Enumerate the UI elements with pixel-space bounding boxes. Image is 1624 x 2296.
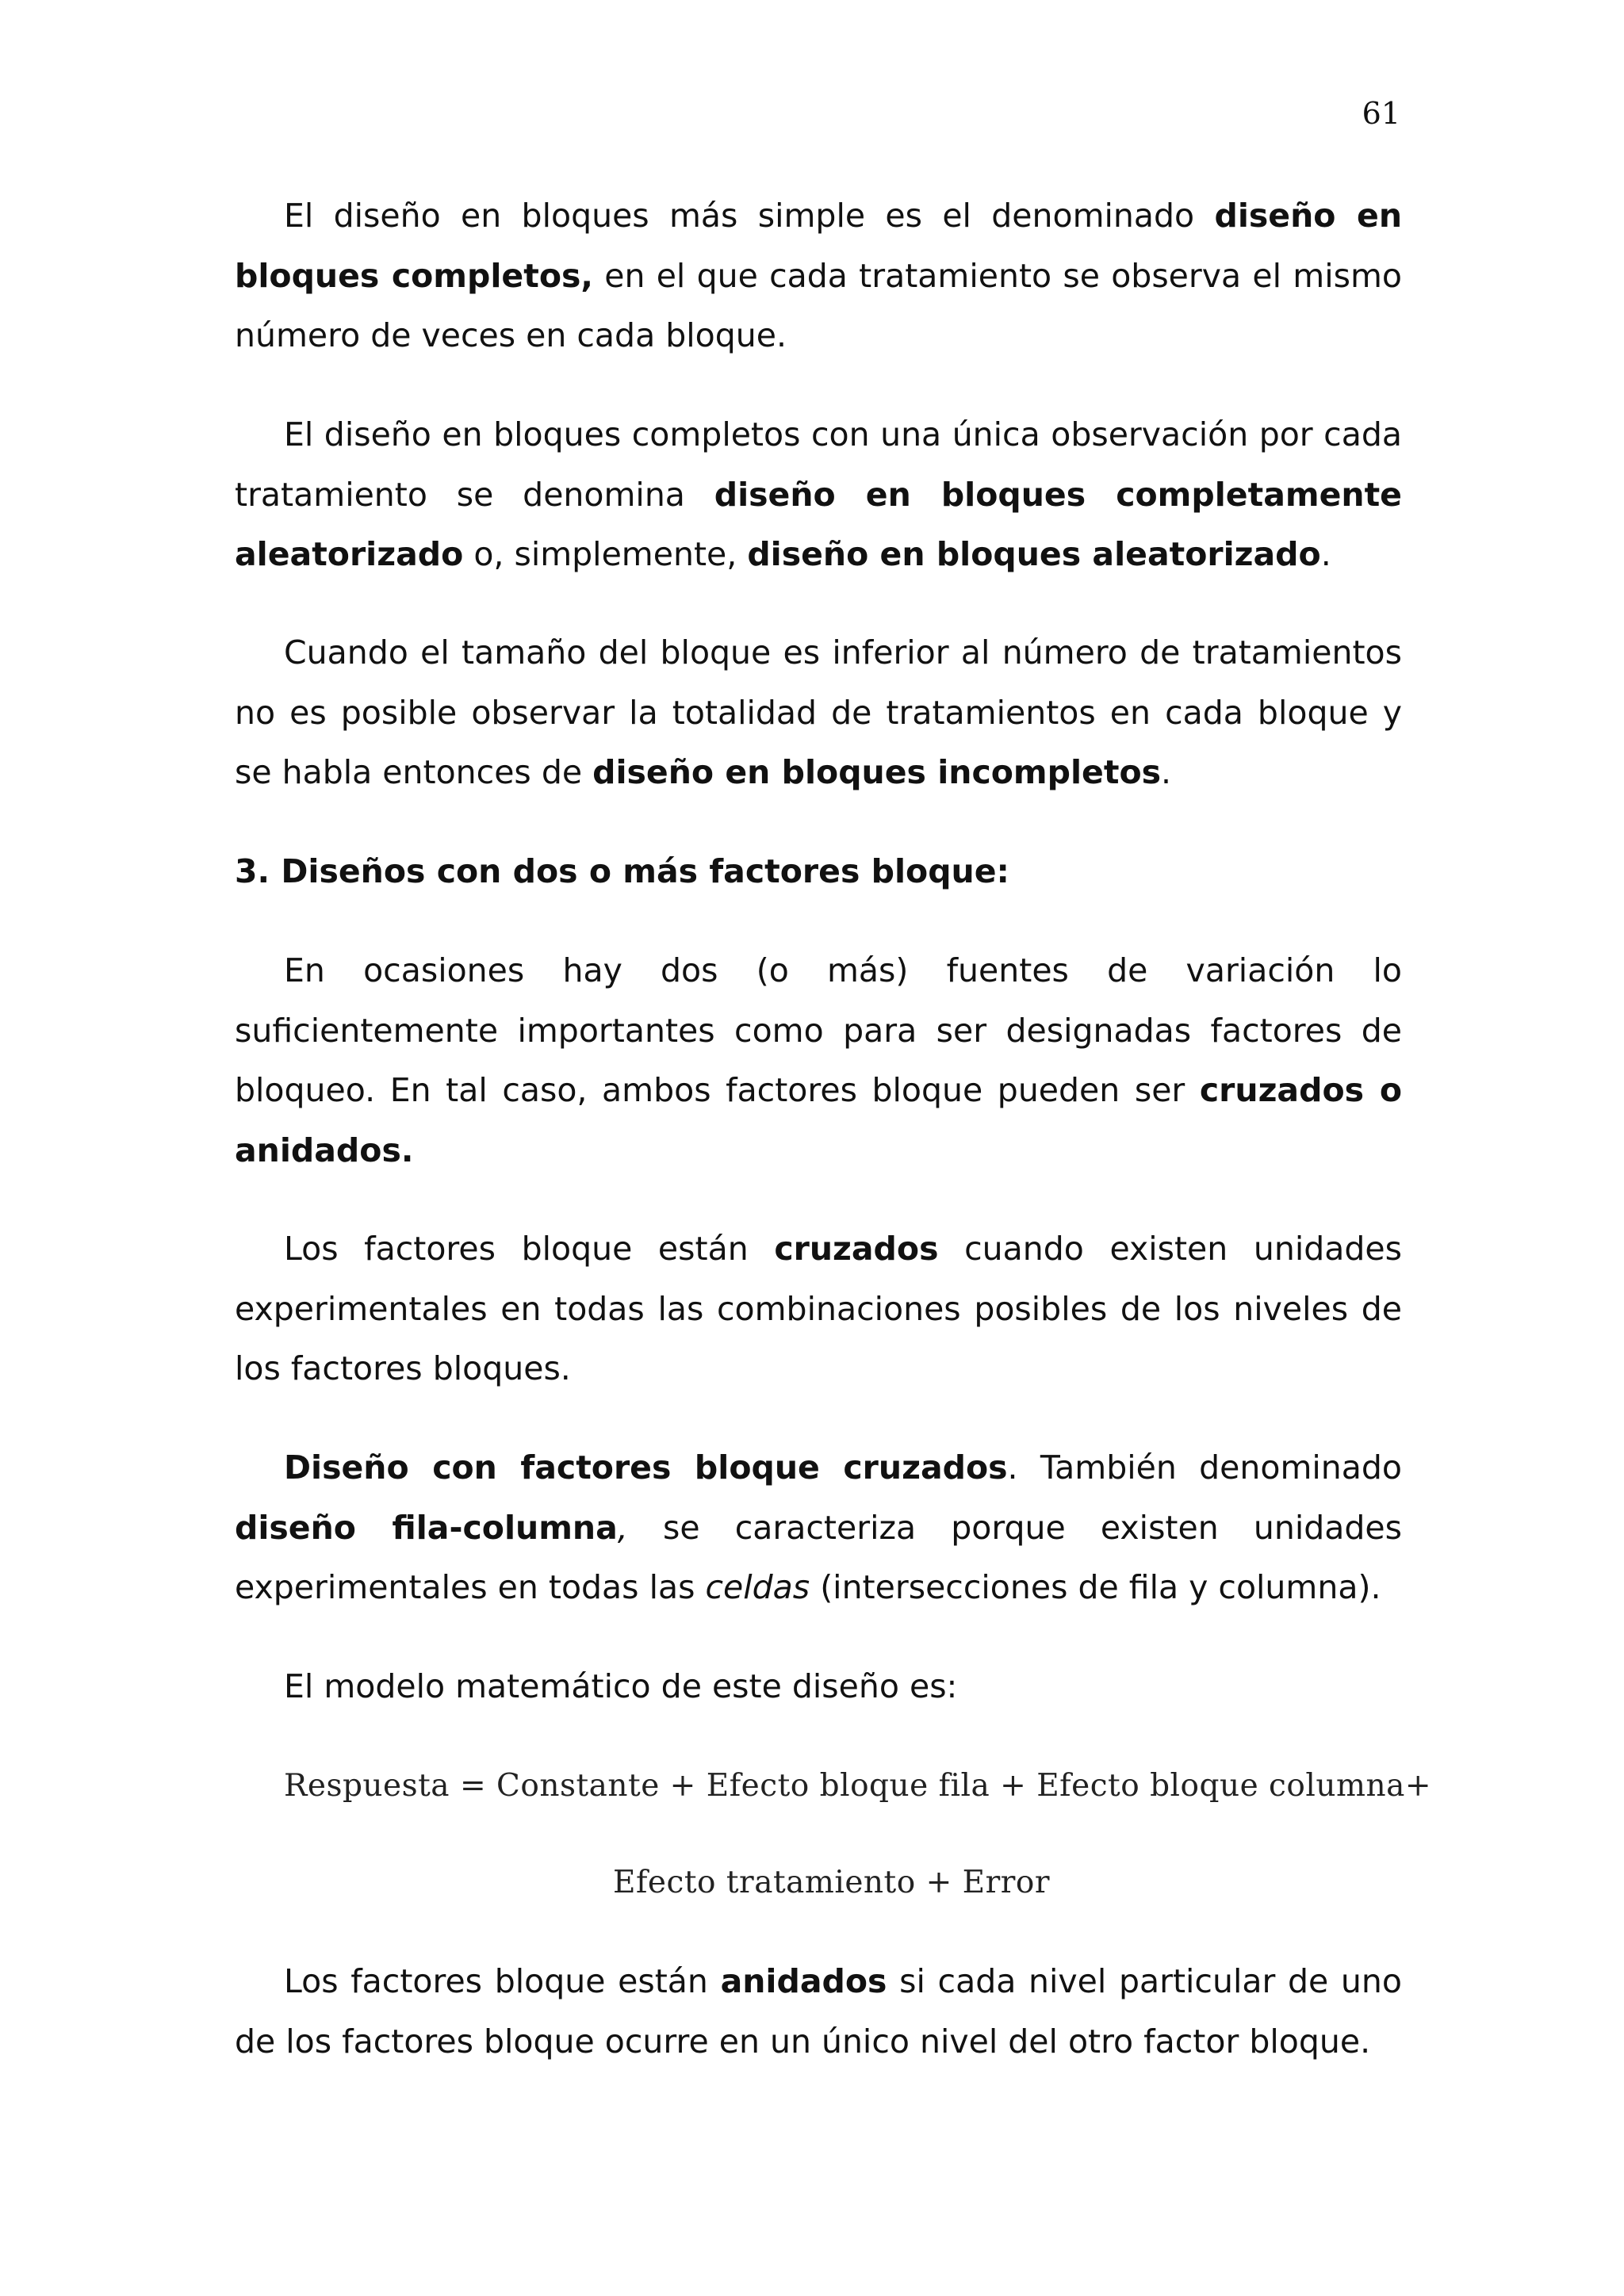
equation-line-1: Respuesta = Constante + Efecto bloque fila + Efecto bloque columna+ bbox=[284, 1768, 1432, 1804]
paragraph-two-block-factors bbox=[235, 941, 1402, 1181]
text-run: El modelo matemático de este diseño es: bbox=[284, 1667, 958, 1705]
text-run: El diseño en bloques más simple es el denominado bbox=[284, 197, 1215, 235]
paragraph-complete-blocks bbox=[235, 186, 1402, 366]
paragraph-incomplete-blocks bbox=[235, 623, 1402, 803]
bold-term: diseño fila-columna bbox=[235, 1508, 618, 1547]
bold-term: diseño en bloques completamente aleatorizado bbox=[235, 475, 1402, 573]
bold-term: diseño en bloques aleatorizado bbox=[747, 535, 1321, 573]
text-run: El diseño en bloques completos con una única observación por cada tratamiento se denomina bbox=[235, 415, 1402, 514]
paragraph-randomized-blocks bbox=[235, 405, 1402, 585]
italic-run: , bbox=[617, 1508, 628, 1547]
bold-term: anidados bbox=[720, 1962, 887, 2000]
equation-line-2: Efecto tratamiento + Error bbox=[613, 1865, 1051, 1900]
text-run: . También denominado bbox=[1007, 1448, 1402, 1487]
text-run: se caracteriza porque existen unidades experimentales en todas las bbox=[235, 1508, 1402, 1606]
section-heading: 3. Diseños con dos o más factores bloque: bbox=[235, 852, 1009, 890]
bold-term: cruzados o anidados. bbox=[235, 1071, 1402, 1169]
paragraph-row-column-design bbox=[235, 1438, 1402, 1618]
italic-term: celdas bbox=[705, 1568, 810, 1606]
text-run: en el que cada tratamiento se observa el mismo número de veces en cada bloque. bbox=[235, 256, 1402, 354]
bold-term: diseño en bloques completos, bbox=[235, 197, 1403, 295]
text-run: Los factores bloque están bbox=[284, 1230, 775, 1268]
text-run: Los factores bloque están bbox=[284, 1962, 721, 2000]
text-run: (intersecciones de fila y columna). bbox=[810, 1568, 1381, 1606]
bold-term: diseño en bloques incompletos bbox=[592, 753, 1162, 791]
paragraph-crossed-factors bbox=[235, 1219, 1402, 1399]
page-number: 61 bbox=[1362, 96, 1400, 131]
text-run: o, simplemente, bbox=[463, 535, 748, 573]
text-run: . bbox=[1161, 753, 1172, 791]
text-run: Cuando el tamaño del bloque es inferior al número de tratamientos no es posible observar la totalidad de tratamientos en cada bloque y se habla entonces de bbox=[235, 633, 1402, 791]
paragraph-nested-factors bbox=[235, 1952, 1402, 2072]
text-run: si cada nivel particular de uno de los factores bloque ocurre en un único nivel del otro factor bloque. bbox=[235, 1962, 1402, 2061]
text-run: . bbox=[1320, 535, 1331, 573]
paragraph-model-intro bbox=[235, 1657, 1402, 1717]
text-run: En ocasiones hay dos (o más) fuentes de variación lo suficientemente importantes como para ser designadas factores de bloqueo. En tal caso, ambos factores bloque pueden ser bbox=[235, 951, 1402, 1109]
bold-term: cruzados bbox=[774, 1230, 939, 1268]
text-run: cuando existen unidades experimentales en todas las combinaciones posibles de los niveles de los factores bloques. bbox=[235, 1230, 1402, 1387]
bold-term: Diseño con factores bloque cruzados bbox=[284, 1448, 1008, 1487]
